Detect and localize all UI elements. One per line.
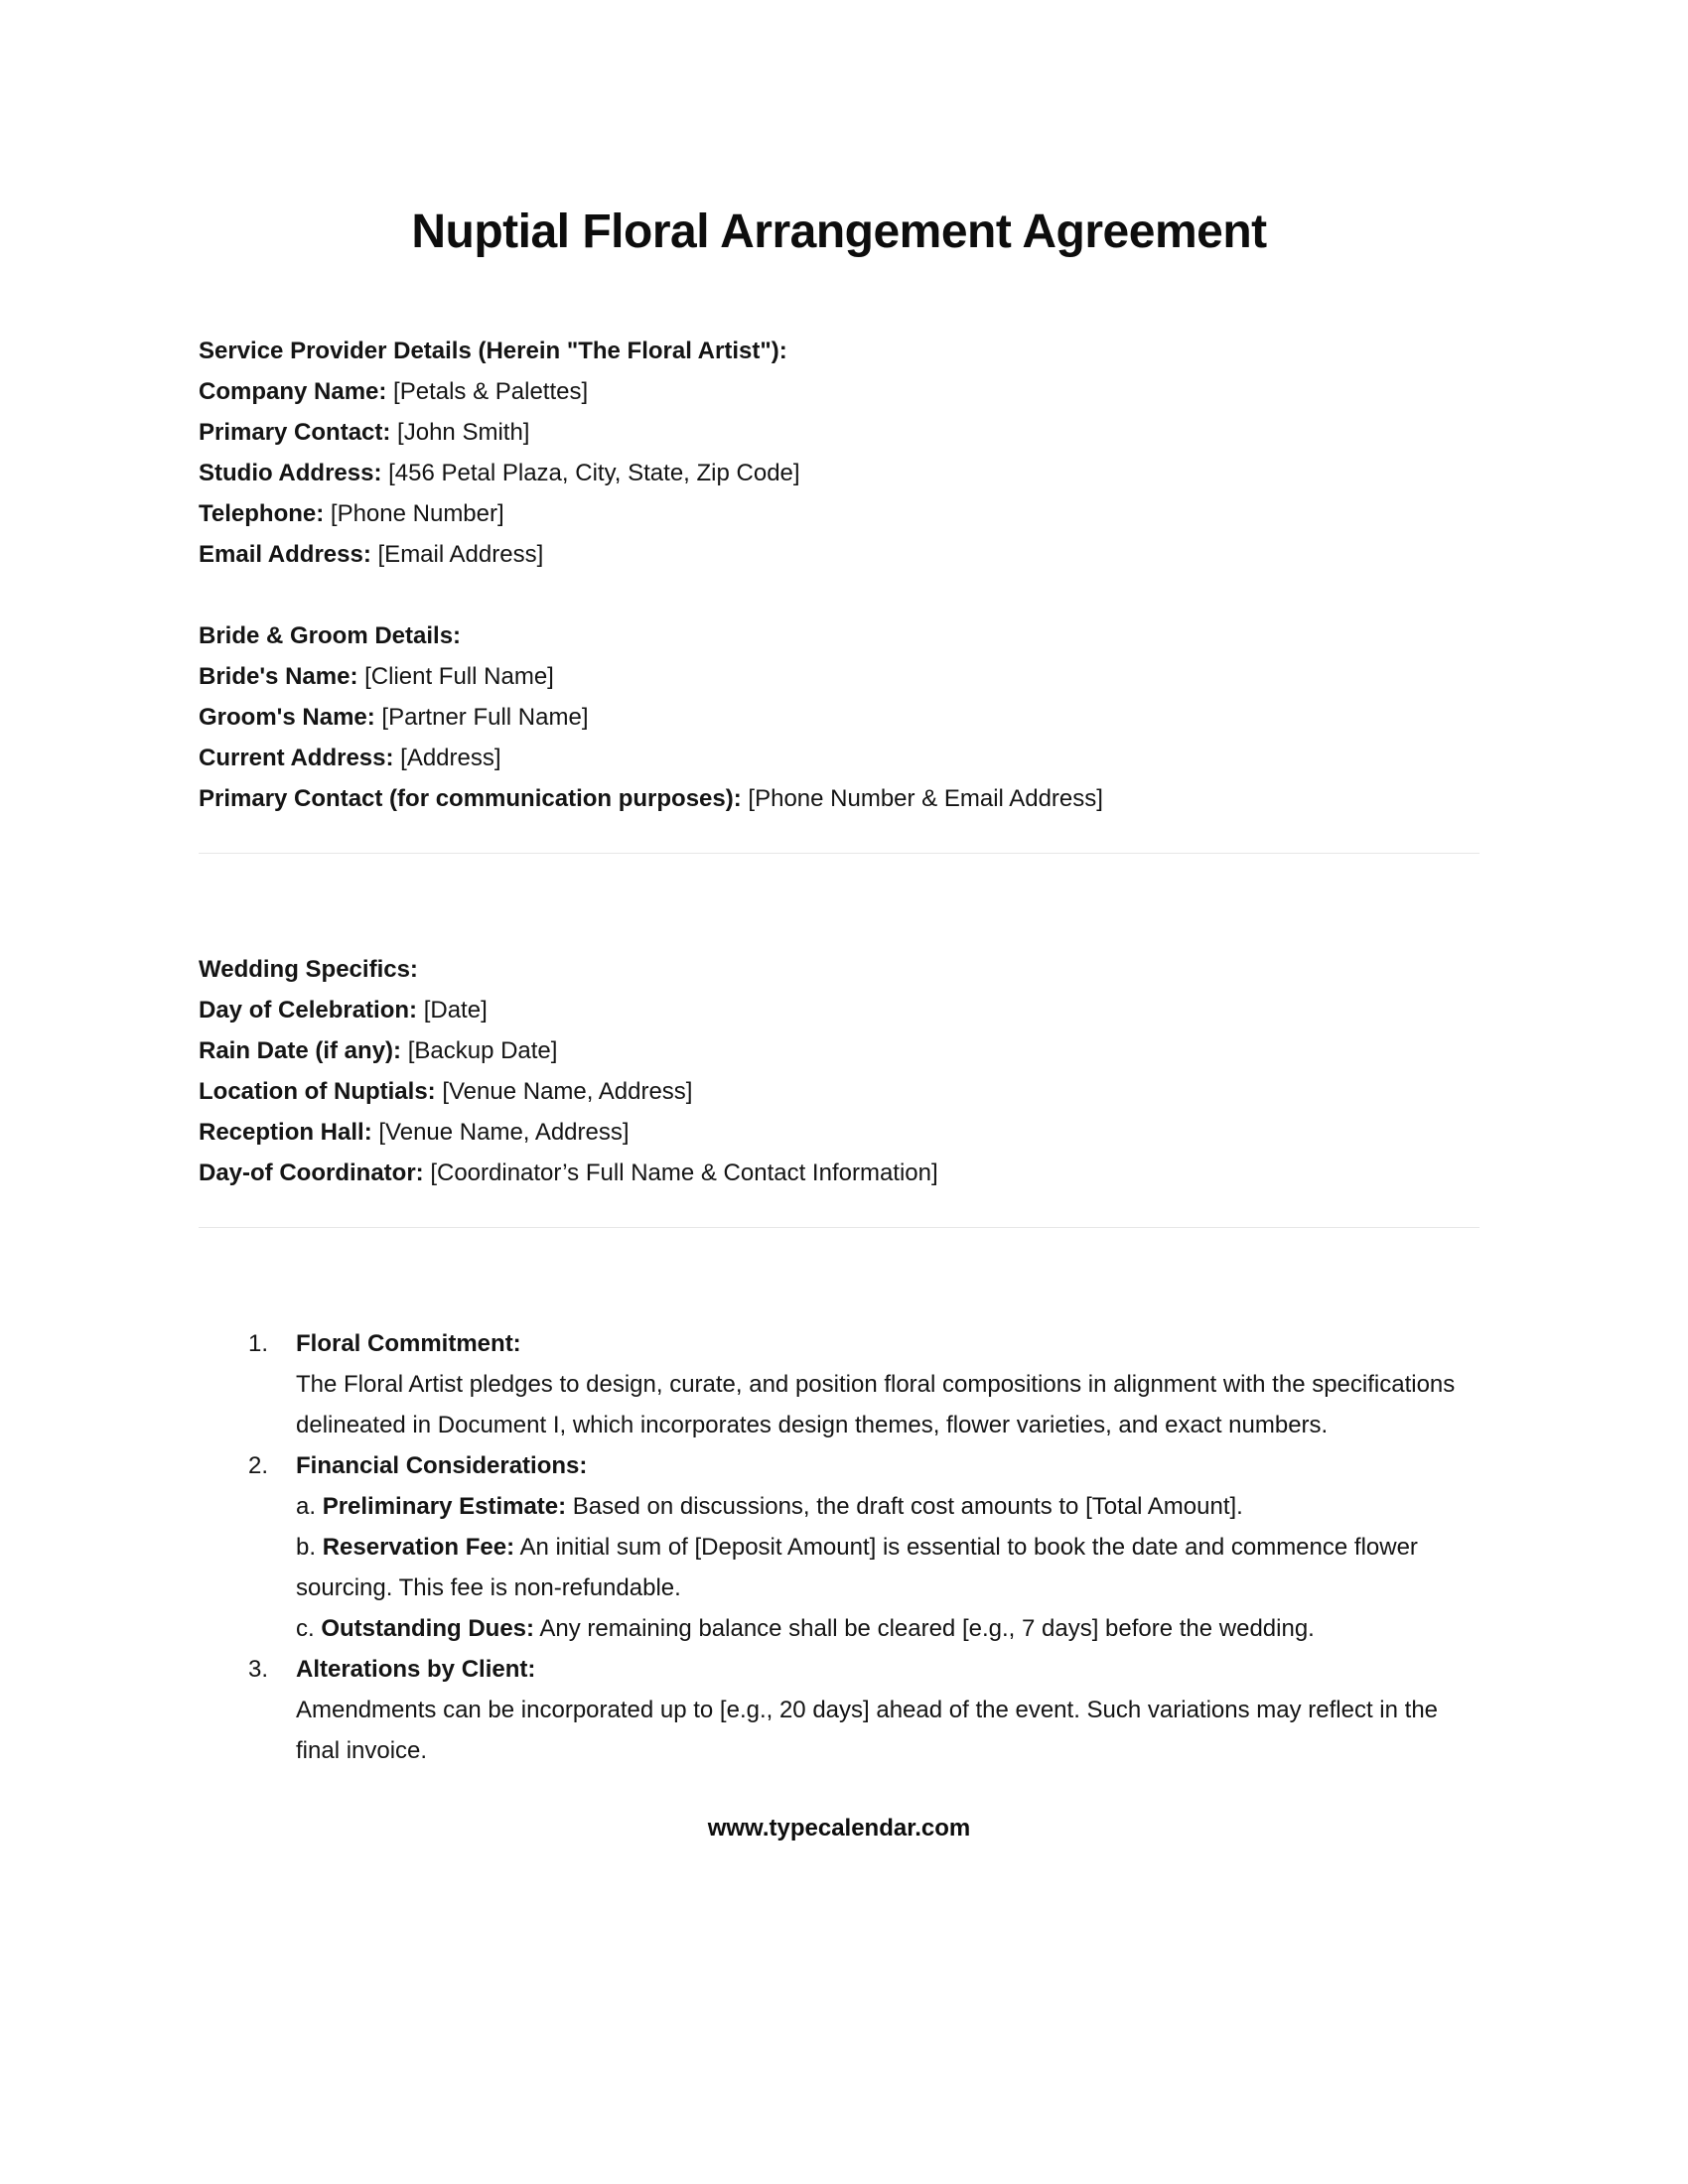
field-label: Day-of Coordinator: — [199, 1159, 424, 1186]
field-line-primary-contact — [199, 412, 1479, 453]
field-line-location-of-nuptials — [199, 1071, 1479, 1112]
subclause-text: Any remaining balance shall be cleared [e.g., 7 days] before the wedding. — [534, 1614, 1315, 1642]
term-subclause-reservation-fee — [296, 1527, 1479, 1608]
field-line-day-of-coordinator — [199, 1153, 1479, 1193]
field-label: Groom's Name: — [199, 703, 375, 731]
field-value: [Partner Full Name] — [374, 703, 589, 731]
field-value: [Phone Number] — [324, 499, 504, 527]
section-wedding-specifics — [199, 949, 1479, 1193]
field-line-primary-contact-communication — [199, 778, 1479, 819]
term-subclause-outstanding-dues — [296, 1608, 1479, 1649]
field-label: Location of Nuptials: — [199, 1077, 436, 1105]
field-label: Bride's Name: — [199, 662, 358, 690]
field-label: Telephone: — [199, 499, 325, 527]
field-line-company-name — [199, 371, 1479, 412]
blank-line — [199, 575, 1479, 615]
term-heading: Alterations by Client: — [296, 1655, 536, 1683]
subclause-prefix: a. — [296, 1492, 323, 1520]
field-value: [Backup Date] — [401, 1036, 558, 1064]
field-value: [Email Address] — [370, 540, 544, 568]
subclause-text: Based on discussions, the draft cost amounts to [Total Amount]. — [566, 1492, 1243, 1520]
field-line-telephone — [199, 493, 1479, 534]
field-value: [Coordinator’s Full Name & Contact Information] — [423, 1159, 938, 1186]
field-line-current-address — [199, 738, 1479, 778]
field-line-day-of-celebration — [199, 990, 1479, 1030]
section-heading: Service Provider Details (Herein "The Floral Artist"): — [199, 337, 787, 364]
field-label: Rain Date (if any): — [199, 1036, 402, 1064]
document-title: Nuptial Floral Arrangement Agreement — [411, 205, 1267, 258]
field-label: Company Name: — [199, 377, 387, 405]
field-label: Primary Contact: — [199, 418, 391, 446]
section-divider — [199, 853, 1479, 854]
field-value: [Phone Number & Email Address] — [741, 784, 1103, 812]
subclause-prefix: c. — [296, 1614, 322, 1642]
subclause-label: Preliminary Estimate: — [322, 1492, 567, 1520]
subclause-text: An initial sum of [Deposit Amount] is essential to book the date and commence flower sourcing. This fee is non-refundable. — [296, 1533, 1418, 1601]
field-value: [John Smith] — [390, 418, 530, 446]
section-heading: Bride & Groom Details: — [199, 621, 462, 649]
field-label: Primary Contact (for communication purposes): — [199, 784, 742, 812]
term-item-financial-considerations — [199, 1445, 1479, 1649]
terms-list — [199, 1323, 1479, 1771]
section-divider — [199, 1227, 1479, 1228]
section-service-provider — [199, 331, 1479, 575]
term-item-floral-commitment — [199, 1323, 1479, 1445]
field-value: [Venue Name, Address] — [371, 1118, 630, 1146]
subclause-label: Reservation Fee: — [322, 1533, 515, 1561]
subclause-prefix: b. — [296, 1533, 323, 1561]
section-heading-line — [199, 615, 1479, 656]
field-line-email-address — [199, 534, 1479, 575]
term-subclause-preliminary-estimate — [296, 1486, 1479, 1527]
section-heading: Wedding Specifics: — [199, 955, 418, 983]
term-number: 1. — [248, 1329, 269, 1357]
term-heading: Floral Commitment: — [296, 1329, 521, 1357]
section-heading-line — [199, 949, 1479, 990]
term-body: The Floral Artist pledges to design, curate, and position floral compositions in alignment with the specifications delineated in Document I, which incorporates design themes, flower varieties, and exact numbers. — [296, 1370, 1456, 1438]
field-label: Reception Hall: — [199, 1118, 372, 1146]
term-number: 2. — [248, 1451, 269, 1479]
field-value: [Address] — [393, 744, 501, 771]
term-body: Amendments can be incorporated up to [e.g., 20 days] ahead of the event. Such variations may reflect in the final invoice. — [296, 1696, 1439, 1764]
field-line-grooms-name — [199, 697, 1479, 738]
subclause-label: Outstanding Dues: — [321, 1614, 535, 1642]
field-label: Studio Address: — [199, 459, 382, 486]
field-value: [Petals & Palettes] — [386, 377, 589, 405]
term-item-alterations-by-client — [199, 1649, 1479, 1771]
field-value: [Venue Name, Address] — [435, 1077, 693, 1105]
footer-url: www.typecalendar.com — [707, 1814, 971, 1842]
field-value: [Client Full Name] — [357, 662, 554, 690]
field-line-rain-date — [199, 1030, 1479, 1071]
term-heading: Financial Considerations: — [296, 1451, 588, 1479]
field-label: Current Address: — [199, 744, 394, 771]
field-line-reception-hall — [199, 1112, 1479, 1153]
section-bride-groom — [199, 615, 1479, 819]
field-line-studio-address — [199, 453, 1479, 493]
field-label: Day of Celebration: — [199, 996, 418, 1024]
section-heading-line — [199, 331, 1479, 371]
field-value: [Date] — [417, 996, 488, 1024]
term-number: 3. — [248, 1655, 269, 1683]
field-label: Email Address: — [199, 540, 371, 568]
field-line-brides-name — [199, 656, 1479, 697]
field-value: [456 Petal Plaza, City, State, Zip Code] — [381, 459, 800, 486]
